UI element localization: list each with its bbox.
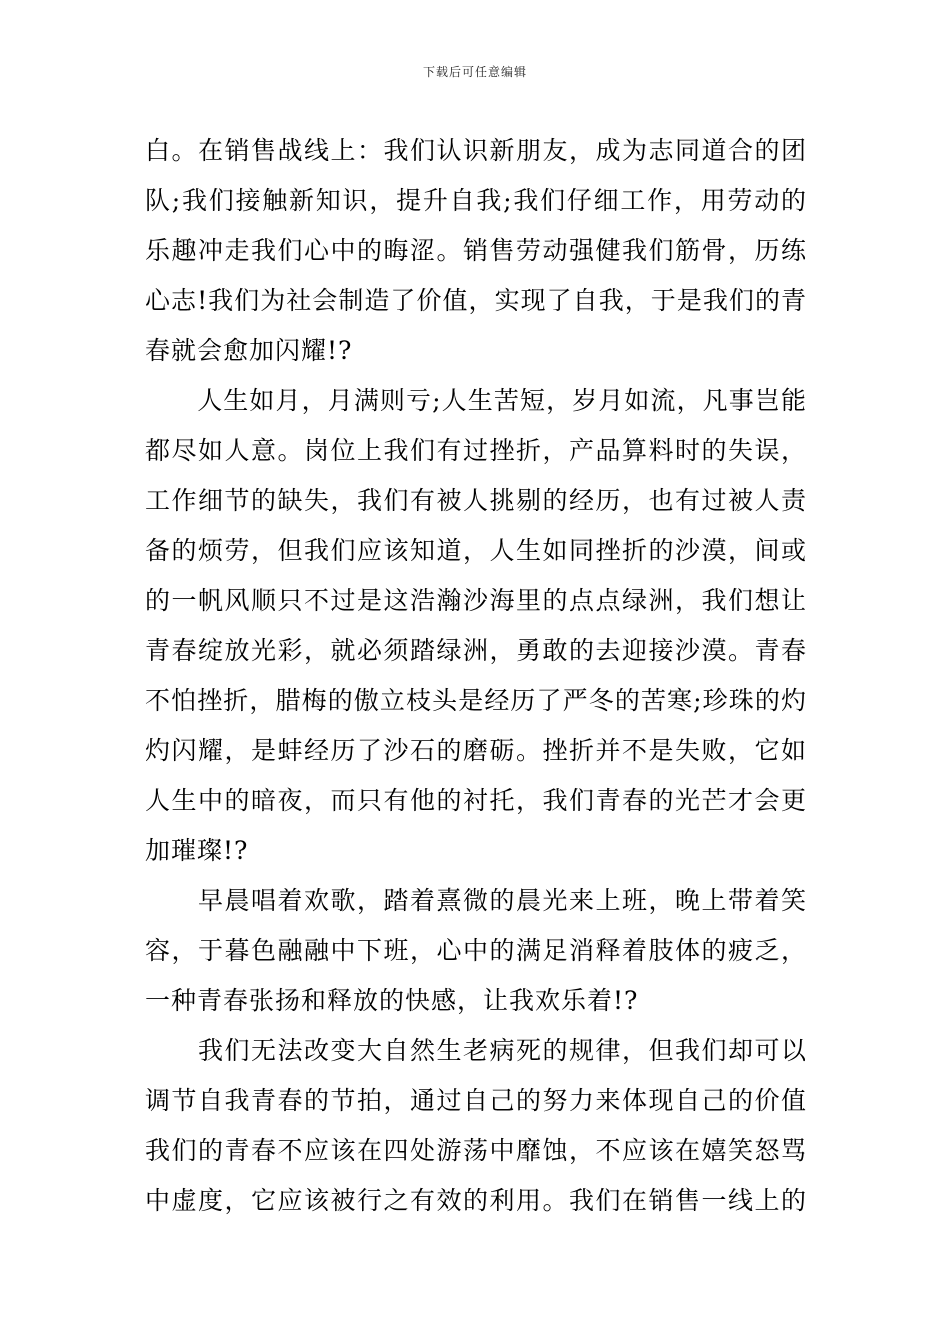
text-line: 早晨唱着欢歌，踏着熹微的晨光来上班，晚上带着笑: [145, 886, 807, 915]
text-line: 都尽如人意。岗位上我们有过挫折，产品算料时的失误，: [145, 436, 807, 465]
text-line: 乐趣冲走我们心中的晦涩。销售劳动强健我们筋骨，历练: [145, 236, 807, 265]
text-line: 灼闪耀，是蚌经历了沙石的磨砺。挫折并不是失败，它如: [145, 736, 807, 765]
text-line: 的一帆风顺只不过是这浩瀚沙海里的点点绿洲，我们想让: [145, 586, 807, 615]
text-line: 人生中的暗夜，而只有他的衬托，我们青春的光芒才会更: [145, 786, 807, 815]
text-line: 调节自我青春的节拍，通过自己的努力来体现自己的价值: [145, 1086, 807, 1115]
text-line: 工作细节的缺失，我们有被人挑剔的经历，也有过被人责: [145, 486, 807, 515]
body-text: [145, 126, 807, 1226]
text-line: 中虚度，它应该被行之有效的利用。我们在销售一线上的: [145, 1186, 807, 1215]
text-line: 我们的青春不应该在四处游荡中靡蚀，不应该在嬉笑怒骂: [145, 1136, 807, 1165]
text-line: 容，于暮色融融中下班，心中的满足消释着肢体的疲乏，: [145, 936, 807, 965]
text-line: 我们无法改变大自然生老病死的规律，但我们却可以: [145, 1036, 807, 1065]
text-line: 一种青春张扬和释放的快感，让我欢乐着!?: [145, 986, 639, 1015]
text-line: 队;我们接触新知识，提升自我;我们仔细工作，用劳动的: [145, 186, 807, 215]
text-line: 心志!我们为社会制造了价值，实现了自我，于是我们的青: [145, 286, 807, 315]
page-header: 下载后可任意编辑: [422, 65, 527, 79]
text-line: 春就会愈加闪耀!?: [145, 336, 353, 365]
text-line: 备的烦劳，但我们应该知道，人生如同挫折的沙漠，间或: [145, 536, 807, 565]
text-line: 人生如月，月满则亏;人生苦短，岁月如流，凡事岂能: [145, 386, 807, 415]
text-line: 青春绽放光彩，就必须踏绿洲，勇敢的去迎接沙漠。青春: [145, 636, 807, 665]
text-line: 加璀璨!?: [145, 836, 249, 865]
text-line: 不怕挫折，腊梅的傲立枝头是经历了严冬的苦寒;珍珠的灼: [145, 686, 807, 715]
text-line: 白。在销售战线上：我们认识新朋友，成为志同道合的团: [145, 136, 807, 165]
